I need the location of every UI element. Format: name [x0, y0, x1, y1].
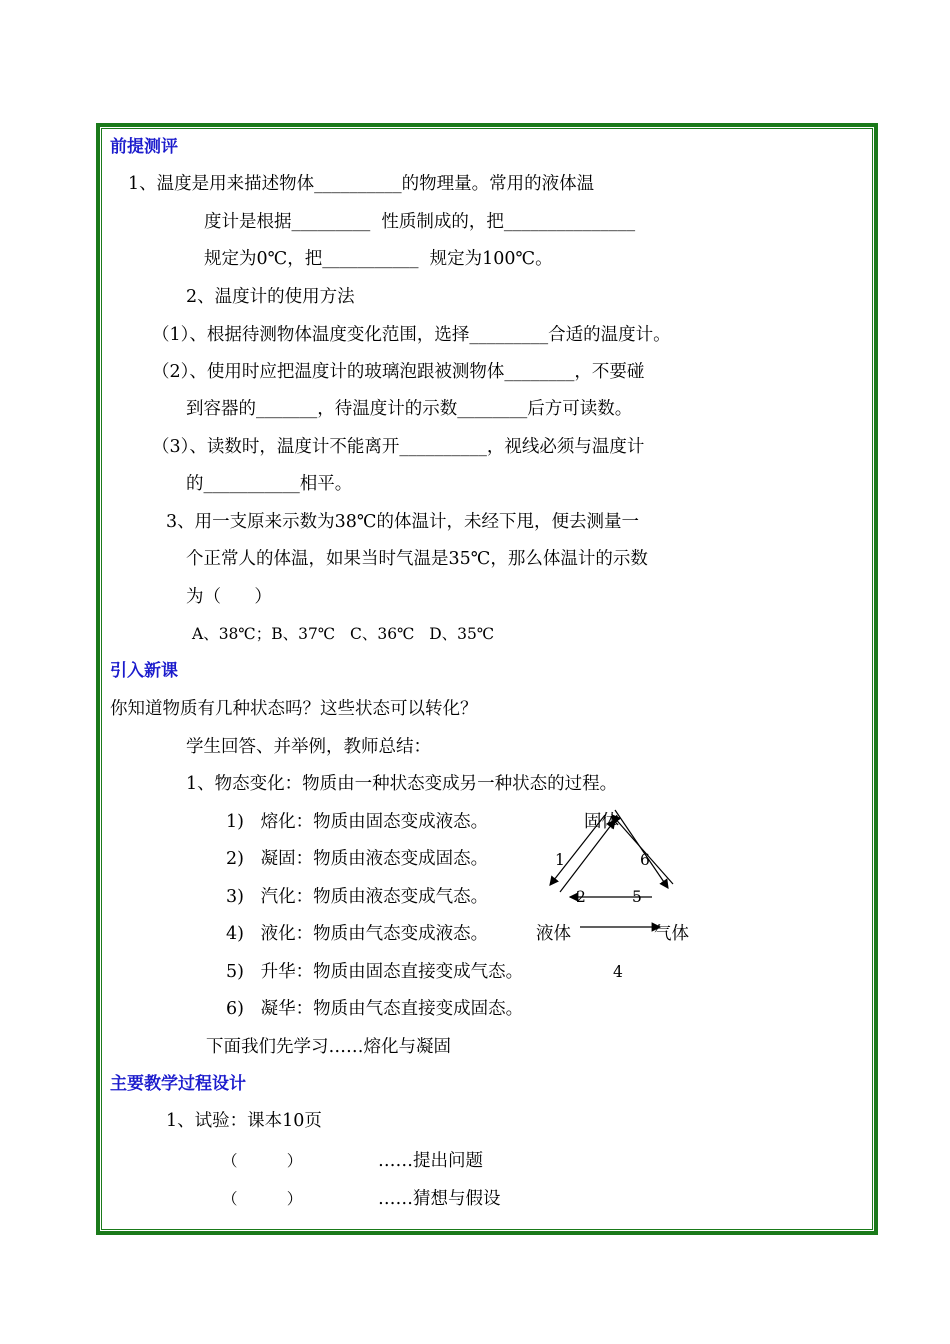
q3-line1: 3、用一支原来示数为38℃的体温计，未经下甩，便去测量一	[166, 512, 639, 532]
q3-line3: 为（ ）	[186, 587, 272, 607]
state-change-item: 1) 熔化：物质由固态变成液态。	[226, 812, 489, 832]
q1-line3: 规定为0℃，把___________ 规定为100℃。	[204, 249, 553, 269]
q2-item1: （1）、根据待测物体温度变化范围，选择_________合适的温度计。	[152, 325, 671, 345]
diagram-number-6: 6	[640, 851, 650, 869]
diagram-number-2: 2	[576, 888, 586, 906]
intro-next: 下面我们先学习……熔化与凝固	[206, 1037, 451, 1057]
step1-blank: （ ）	[222, 1152, 303, 1170]
state-change-item: 4) 液化：物质由气态变成液态。	[226, 924, 489, 944]
state-change-item: 5) 升华：物质由固态直接变成气态。	[226, 962, 524, 982]
step2-text: ……猜想与假设	[378, 1189, 501, 1209]
diagram-solid-label: 固体	[584, 812, 619, 832]
state-change-item: 2) 凝固：物质由液态变成固态。	[226, 849, 489, 869]
diagram-number-4: 4	[613, 963, 623, 981]
intro-answer: 学生回答、并举例，教师总结：	[186, 737, 431, 757]
diagram-number-1: 1	[555, 851, 565, 869]
q3-line2: 个正常人的体温，如果当时气温是35℃，那么体温计的示数	[186, 549, 648, 569]
q1-line2: 度计是根据_________ 性质制成的，把_______________	[204, 212, 636, 232]
diagram-liquid-label: 液体	[536, 924, 571, 944]
q2-item3-line2: 的___________相平。	[186, 474, 353, 494]
review-heading: 前提测评	[110, 137, 178, 157]
step1-text: ……提出问题	[378, 1151, 483, 1171]
q2-item3-line1: （3）、读数时，温度计不能离开__________，视线必须与温度计	[152, 437, 645, 457]
step2-blank: （ ）	[222, 1190, 303, 1208]
intro-question: 你知道物质有几种状态吗？这些状态可以转化？	[110, 699, 478, 719]
q2-item2-line2: 到容器的_______，待温度计的示数________后方可读数。	[186, 399, 633, 419]
state-change-item: 6) 凝华：物质由气态直接变成固态。	[226, 999, 524, 1019]
intro-definition: 1、物态变化：物质由一种状态变成另一种状态的过程。	[186, 774, 618, 794]
process-heading: 主要教学过程设计	[110, 1074, 246, 1094]
q3-options: A、38℃；B、37℃ C、36℃ D、35℃	[192, 625, 495, 643]
diagram-gas-label: 气体	[654, 924, 689, 944]
q1-line1: 1、温度是用来描述物体__________的物理量。常用的液体温	[128, 174, 595, 194]
intro-heading: 引入新课	[110, 661, 178, 681]
q2-item2-line1: （2）、使用时应把温度计的玻璃泡跟被测物体________，不要碰	[152, 362, 645, 382]
experiment-line: 1、试验：课本10页	[166, 1111, 322, 1131]
diagram-number-5: 5	[632, 888, 642, 906]
q2-title: 2、温度计的使用方法	[186, 287, 355, 307]
state-change-item: 3) 汽化：物质由液态变成气态。	[226, 887, 489, 907]
